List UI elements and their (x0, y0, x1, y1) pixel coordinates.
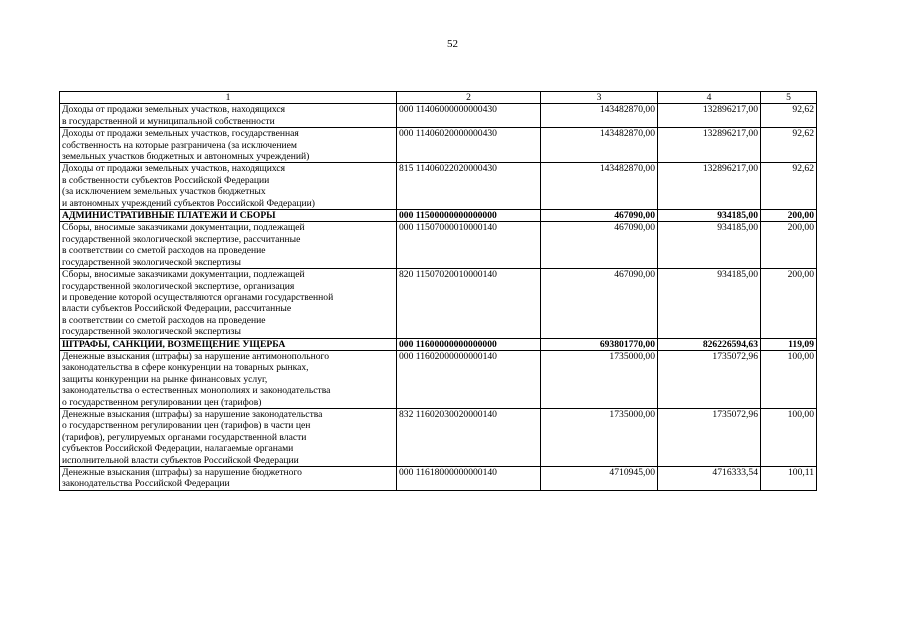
budget-code-cell: 000 11618000000000140 (397, 467, 541, 491)
percent-cell: 200,00 (761, 222, 817, 269)
income-name-cell: Денежные взыскания (штрафы) за нарушение антимонопольного законодательства в сфере конкуренции на товарных рынках, защиты конкуренции на рынке финансовых услуг, законодательства о естественных монополиях и законодательства о государственном регулировании цен (тарифов) (60, 350, 397, 408)
table-row (60, 128, 817, 163)
income-name-cell: Сборы, вносимые заказчиками документации, подлежащей государственной экологической экспертизе, рассчитанные в соответствии со сметой расходов на проведение государственной экологической экспертизы (60, 222, 397, 269)
actual-amount-cell: 934185,00 (658, 269, 761, 338)
percent-cell: 92,62 (761, 104, 817, 128)
table-row (60, 269, 817, 338)
planned-amount-cell: 467090,00 (541, 210, 658, 222)
income-name-cell: Доходы от продажи земельных участков, государственная собственность на которые разграничена (за исключением земельных участков бюджетных и автономных учреждений) (60, 128, 397, 163)
income-name-cell: АДМИНИСТРАТИВНЫЕ ПЛАТЕЖИ И СБОРЫ (60, 210, 397, 222)
budget-code-cell: 000 11600000000000000 (397, 338, 541, 350)
percent-cell: 119,09 (761, 338, 817, 350)
actual-amount-cell: 934185,00 (658, 210, 761, 222)
actual-amount-cell: 132896217,00 (658, 104, 761, 128)
actual-amount-cell: 934185,00 (658, 222, 761, 269)
planned-amount-cell: 467090,00 (541, 222, 658, 269)
planned-amount-cell: 1735000,00 (541, 350, 658, 408)
actual-amount-cell: 132896217,00 (658, 163, 761, 210)
table-row (60, 338, 817, 350)
column-header-1: 1 (60, 92, 397, 104)
budget-code-cell: 000 11507000010000140 (397, 222, 541, 269)
actual-amount-cell: 1735072,96 (658, 350, 761, 408)
percent-cell: 200,00 (761, 210, 817, 222)
income-name-cell: Доходы от продажи земельных участков, находящихся в государственной и муниципальной собственности (60, 104, 397, 128)
page-number: 52 (447, 38, 458, 50)
income-name-cell: Сборы, вносимые заказчиками документации, подлежащей государственной экологической экспертизе, организация и проведение которой осуществляются органами государственной власти субъектов Российской Федерации, рассчитанные в соответствии со сметой расходов на проведение государственной экологической экспертизы (60, 269, 397, 338)
table-row (60, 408, 817, 466)
table-row (60, 222, 817, 269)
percent-cell: 92,62 (761, 128, 817, 163)
percent-cell: 100,00 (761, 408, 817, 466)
budget-table (59, 91, 817, 491)
income-name-cell: Денежные взыскания (штрафы) за нарушение законодательства о государственном регулировании цен (тарифов) в части цен (тарифов), регулируемых органами государственной власти субъектов Российской Федерации, налагаемые органами исполнительной власти субъектов Российской Федерации (60, 408, 397, 466)
planned-amount-cell: 4710945,00 (541, 467, 658, 491)
table-row (60, 350, 817, 408)
percent-cell: 92,62 (761, 163, 817, 210)
actual-amount-cell: 132896217,00 (658, 128, 761, 163)
column-header-4: 4 (658, 92, 761, 104)
table-row (60, 467, 817, 491)
budget-code-cell: 820 11507020010000140 (397, 269, 541, 338)
income-name-cell: ШТРАФЫ, САНКЦИИ, ВОЗМЕЩЕНИЕ УЩЕРБА (60, 338, 397, 350)
table-row (60, 104, 817, 128)
planned-amount-cell: 143482870,00 (541, 128, 658, 163)
table-row (60, 210, 817, 222)
table-header-row (60, 92, 817, 104)
planned-amount-cell: 143482870,00 (541, 163, 658, 210)
budget-code-cell: 000 11406000000000430 (397, 104, 541, 128)
budget-code-cell: 815 11406022020000430 (397, 163, 541, 210)
budget-code-cell: 832 11602030020000140 (397, 408, 541, 466)
planned-amount-cell: 1735000,00 (541, 408, 658, 466)
budget-code-cell: 000 11406020000000430 (397, 128, 541, 163)
table-row (60, 163, 817, 210)
percent-cell: 100,11 (761, 467, 817, 491)
column-header-2: 2 (397, 92, 541, 104)
column-header-5: 5 (761, 92, 817, 104)
budget-code-cell: 000 11602000000000140 (397, 350, 541, 408)
column-header-3: 3 (541, 92, 658, 104)
actual-amount-cell: 4716333,54 (658, 467, 761, 491)
income-name-cell: Доходы от продажи земельных участков, находящихся в собственности субъектов Российской Федерации (за исключением земельных участков бюджетных и автономных учреждений субъектов Российской Федерации) (60, 163, 397, 210)
planned-amount-cell: 693801770,00 (541, 338, 658, 350)
budget-code-cell: 000 11500000000000000 (397, 210, 541, 222)
percent-cell: 100,00 (761, 350, 817, 408)
income-name-cell: Денежные взыскания (штрафы) за нарушение бюджетного законодательства Российской Федерации (60, 467, 397, 491)
actual-amount-cell: 1735072,96 (658, 408, 761, 466)
actual-amount-cell: 826226594,63 (658, 338, 761, 350)
percent-cell: 200,00 (761, 269, 817, 338)
planned-amount-cell: 467090,00 (541, 269, 658, 338)
planned-amount-cell: 143482870,00 (541, 104, 658, 128)
